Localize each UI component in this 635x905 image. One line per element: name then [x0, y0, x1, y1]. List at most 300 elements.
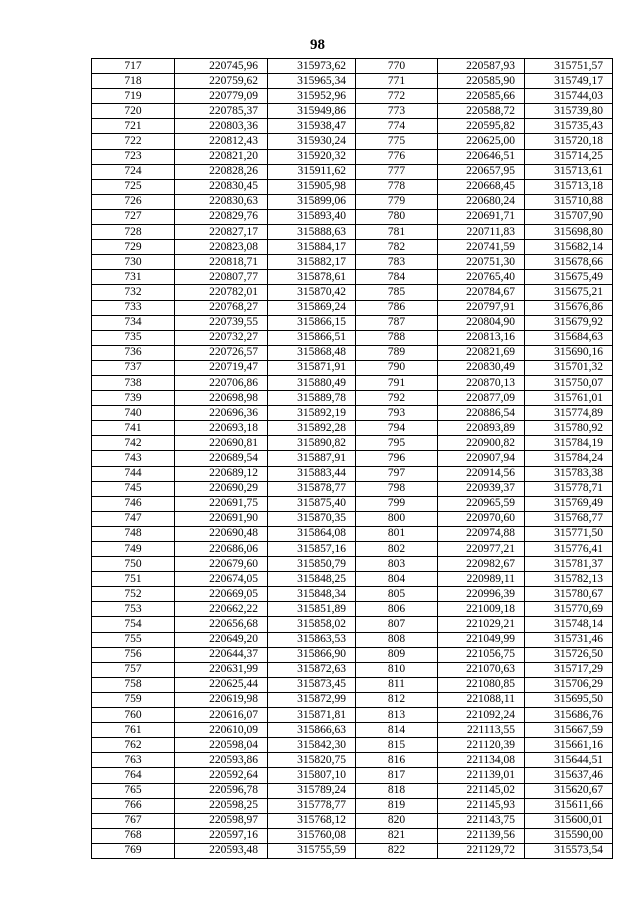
- y-coordinate-cell: 315866,15: [268, 315, 356, 330]
- table-row: [92, 783, 613, 798]
- point-number-cell: 776: [356, 149, 438, 164]
- x-coordinate-cell: 220813,16: [438, 330, 525, 345]
- point-number-cell: 774: [356, 119, 438, 134]
- x-coordinate-cell: 220693,18: [175, 421, 268, 436]
- point-number-cell: 749: [92, 542, 175, 557]
- x-coordinate-cell: 220657,95: [438, 164, 525, 179]
- x-coordinate-cell: 220827,17: [175, 225, 268, 240]
- x-coordinate-cell: 220970,60: [438, 511, 525, 526]
- y-coordinate-cell: 315899,06: [268, 194, 356, 209]
- y-coordinate-cell: 315676,86: [525, 300, 613, 315]
- y-coordinate-cell: 315965,34: [268, 74, 356, 89]
- x-coordinate-cell: 220732,27: [175, 330, 268, 345]
- point-number-cell: 723: [92, 149, 175, 164]
- x-coordinate-cell: 221143,75: [438, 813, 525, 828]
- point-number-cell: 754: [92, 617, 175, 632]
- point-number-cell: 799: [356, 496, 438, 511]
- table-row: [92, 677, 613, 692]
- point-number-cell: 807: [356, 617, 438, 632]
- table-row: [92, 511, 613, 526]
- table-row: [92, 225, 613, 240]
- y-coordinate-cell: 315644,51: [525, 753, 613, 768]
- point-number-cell: 763: [92, 753, 175, 768]
- point-number-cell: 789: [356, 345, 438, 360]
- y-coordinate-cell: 315851,89: [268, 602, 356, 617]
- table-row: [92, 466, 613, 481]
- x-coordinate-cell: 220977,21: [438, 542, 525, 557]
- x-coordinate-cell: 221080,85: [438, 677, 525, 692]
- y-coordinate-cell: 315713,61: [525, 164, 613, 179]
- x-coordinate-cell: 220668,45: [438, 179, 525, 194]
- x-coordinate-cell: 220974,88: [438, 526, 525, 541]
- table-row: [92, 542, 613, 557]
- point-number-cell: 812: [356, 692, 438, 707]
- table-row: [92, 315, 613, 330]
- point-number-cell: 746: [92, 496, 175, 511]
- table-row: [92, 406, 613, 421]
- coordinates-table-body: [92, 59, 613, 859]
- y-coordinate-cell: 315784,19: [525, 436, 613, 451]
- x-coordinate-cell: 220759,62: [175, 74, 268, 89]
- x-coordinate-cell: 220828,26: [175, 164, 268, 179]
- point-number-cell: 821: [356, 828, 438, 843]
- table-row: [92, 451, 613, 466]
- point-number-cell: 736: [92, 345, 175, 360]
- point-number-cell: 728: [92, 225, 175, 240]
- point-number-cell: 780: [356, 209, 438, 224]
- x-coordinate-cell: 220886,54: [438, 406, 525, 421]
- table-row: [92, 753, 613, 768]
- point-number-cell: 773: [356, 104, 438, 119]
- x-coordinate-cell: 221129,72: [438, 843, 525, 858]
- y-coordinate-cell: 315675,21: [525, 285, 613, 300]
- x-coordinate-cell: 221029,21: [438, 617, 525, 632]
- y-coordinate-cell: 315930,24: [268, 134, 356, 149]
- y-coordinate-cell: 315866,63: [268, 723, 356, 738]
- x-coordinate-cell: 221139,01: [438, 768, 525, 783]
- x-coordinate-cell: 220691,90: [175, 511, 268, 526]
- table-row: [92, 240, 613, 255]
- table-row: [92, 647, 613, 662]
- x-coordinate-cell: 220870,13: [438, 375, 525, 390]
- point-number-cell: 779: [356, 194, 438, 209]
- point-number-cell: 797: [356, 466, 438, 481]
- point-number-cell: 805: [356, 587, 438, 602]
- y-coordinate-cell: 315710,88: [525, 194, 613, 209]
- table-row: [92, 104, 613, 119]
- point-number-cell: 765: [92, 783, 175, 798]
- y-coordinate-cell: 315776,41: [525, 542, 613, 557]
- y-coordinate-cell: 315661,16: [525, 738, 613, 753]
- point-number-cell: 744: [92, 466, 175, 481]
- y-coordinate-cell: 315890,82: [268, 436, 356, 451]
- point-number-cell: 751: [92, 572, 175, 587]
- point-number-cell: 818: [356, 783, 438, 798]
- y-coordinate-cell: 315744,03: [525, 89, 613, 104]
- table-row: [92, 300, 613, 315]
- point-number-cell: 810: [356, 662, 438, 677]
- table-row: [92, 164, 613, 179]
- y-coordinate-cell: 315761,01: [525, 391, 613, 406]
- x-coordinate-cell: 220900,82: [438, 436, 525, 451]
- point-number-cell: 755: [92, 632, 175, 647]
- point-number-cell: 760: [92, 708, 175, 723]
- y-coordinate-cell: 315889,78: [268, 391, 356, 406]
- table-row: [92, 828, 613, 843]
- y-coordinate-cell: 315686,76: [525, 708, 613, 723]
- point-number-cell: 757: [92, 662, 175, 677]
- x-coordinate-cell: 220829,76: [175, 209, 268, 224]
- x-coordinate-cell: 220830,63: [175, 194, 268, 209]
- table-row: [92, 587, 613, 602]
- point-number-cell: 726: [92, 194, 175, 209]
- x-coordinate-cell: 220830,45: [175, 179, 268, 194]
- table-row: [92, 391, 613, 406]
- y-coordinate-cell: 315600,01: [525, 813, 613, 828]
- table-row: [92, 692, 613, 707]
- y-coordinate-cell: 315848,34: [268, 587, 356, 602]
- y-coordinate-cell: 315848,25: [268, 572, 356, 587]
- x-coordinate-cell: 221056,75: [438, 647, 525, 662]
- page-number: 98: [310, 37, 325, 53]
- x-coordinate-cell: 220690,48: [175, 526, 268, 541]
- point-number-cell: 775: [356, 134, 438, 149]
- x-coordinate-cell: 220595,82: [438, 119, 525, 134]
- x-coordinate-cell: 220745,96: [175, 59, 268, 74]
- y-coordinate-cell: 315871,81: [268, 708, 356, 723]
- y-coordinate-cell: 315698,80: [525, 225, 613, 240]
- x-coordinate-cell: 220706,86: [175, 375, 268, 390]
- y-coordinate-cell: 315707,90: [525, 209, 613, 224]
- table-row: [92, 632, 613, 647]
- y-coordinate-cell: 315973,62: [268, 59, 356, 74]
- point-number-cell: 783: [356, 255, 438, 270]
- y-coordinate-cell: 315682,14: [525, 240, 613, 255]
- point-number-cell: 739: [92, 391, 175, 406]
- x-coordinate-cell: 220598,25: [175, 798, 268, 813]
- x-coordinate-cell: 220593,48: [175, 843, 268, 858]
- x-coordinate-cell: 220797,91: [438, 300, 525, 315]
- table-row: [92, 89, 613, 104]
- x-coordinate-cell: 220679,60: [175, 557, 268, 572]
- table-row: [92, 285, 613, 300]
- y-coordinate-cell: 315871,91: [268, 360, 356, 375]
- point-number-cell: 722: [92, 134, 175, 149]
- x-coordinate-cell: 220785,37: [175, 104, 268, 119]
- x-coordinate-cell: 220597,16: [175, 828, 268, 843]
- y-coordinate-cell: 315590,00: [525, 828, 613, 843]
- y-coordinate-cell: 315781,37: [525, 557, 613, 572]
- x-coordinate-cell: 220656,68: [175, 617, 268, 632]
- y-coordinate-cell: 315748,14: [525, 617, 613, 632]
- point-number-cell: 813: [356, 708, 438, 723]
- x-coordinate-cell: 221134,08: [438, 753, 525, 768]
- x-coordinate-cell: 220818,71: [175, 255, 268, 270]
- point-number-cell: 786: [356, 300, 438, 315]
- y-coordinate-cell: 315679,92: [525, 315, 613, 330]
- point-number-cell: 721: [92, 119, 175, 134]
- table-row: [92, 270, 613, 285]
- x-coordinate-cell: 220619,98: [175, 692, 268, 707]
- point-number-cell: 758: [92, 677, 175, 692]
- table-row: [92, 134, 613, 149]
- x-coordinate-cell: 220989,11: [438, 572, 525, 587]
- point-number-cell: 803: [356, 557, 438, 572]
- point-number-cell: 808: [356, 632, 438, 647]
- x-coordinate-cell: 220598,97: [175, 813, 268, 828]
- x-coordinate-cell: 221009,18: [438, 602, 525, 617]
- x-coordinate-cell: 220592,64: [175, 768, 268, 783]
- point-number-cell: 785: [356, 285, 438, 300]
- y-coordinate-cell: 315952,96: [268, 89, 356, 104]
- x-coordinate-cell: 220741,59: [438, 240, 525, 255]
- point-number-cell: 766: [92, 798, 175, 813]
- point-number-cell: 778: [356, 179, 438, 194]
- y-coordinate-cell: 315770,69: [525, 602, 613, 617]
- point-number-cell: 737: [92, 360, 175, 375]
- y-coordinate-cell: 315842,30: [268, 738, 356, 753]
- point-number-cell: 735: [92, 330, 175, 345]
- x-coordinate-cell: 220965,59: [438, 496, 525, 511]
- x-coordinate-cell: 220982,67: [438, 557, 525, 572]
- table-row: [92, 255, 613, 270]
- y-coordinate-cell: 315726,50: [525, 647, 613, 662]
- x-coordinate-cell: 221070,63: [438, 662, 525, 677]
- y-coordinate-cell: 315714,25: [525, 149, 613, 164]
- x-coordinate-cell: 220674,05: [175, 572, 268, 587]
- point-number-cell: 796: [356, 451, 438, 466]
- point-number-cell: 730: [92, 255, 175, 270]
- y-coordinate-cell: 315949,86: [268, 104, 356, 119]
- point-number-cell: 717: [92, 59, 175, 74]
- point-number-cell: 768: [92, 828, 175, 843]
- point-number-cell: 790: [356, 360, 438, 375]
- y-coordinate-cell: 315774,89: [525, 406, 613, 421]
- point-number-cell: 767: [92, 813, 175, 828]
- point-number-cell: 787: [356, 315, 438, 330]
- table-row: [92, 345, 613, 360]
- y-coordinate-cell: 315751,57: [525, 59, 613, 74]
- table-row: [92, 74, 613, 89]
- point-number-cell: 801: [356, 526, 438, 541]
- point-number-cell: 804: [356, 572, 438, 587]
- x-coordinate-cell: 220596,78: [175, 783, 268, 798]
- table-row: [92, 723, 613, 738]
- y-coordinate-cell: 315864,08: [268, 526, 356, 541]
- y-coordinate-cell: 315870,35: [268, 511, 356, 526]
- y-coordinate-cell: 315893,40: [268, 209, 356, 224]
- x-coordinate-cell: 220585,90: [438, 74, 525, 89]
- x-coordinate-cell: 220631,99: [175, 662, 268, 677]
- y-coordinate-cell: 315887,91: [268, 451, 356, 466]
- y-coordinate-cell: 315780,92: [525, 421, 613, 436]
- y-coordinate-cell: 315850,79: [268, 557, 356, 572]
- y-coordinate-cell: 315782,13: [525, 572, 613, 587]
- table-row: [92, 59, 613, 74]
- table-row: [92, 194, 613, 209]
- x-coordinate-cell: 220680,24: [438, 194, 525, 209]
- y-coordinate-cell: 315684,63: [525, 330, 613, 345]
- table-row: [92, 526, 613, 541]
- y-coordinate-cell: 315780,67: [525, 587, 613, 602]
- x-coordinate-cell: 220689,12: [175, 466, 268, 481]
- x-coordinate-cell: 220587,93: [438, 59, 525, 74]
- point-number-cell: 784: [356, 270, 438, 285]
- y-coordinate-cell: 315878,61: [268, 270, 356, 285]
- x-coordinate-cell: 220644,37: [175, 647, 268, 662]
- point-number-cell: 811: [356, 677, 438, 692]
- x-coordinate-cell: 221113,55: [438, 723, 525, 738]
- y-coordinate-cell: 315911,62: [268, 164, 356, 179]
- point-number-cell: 731: [92, 270, 175, 285]
- table-row: [92, 149, 613, 164]
- table-row: [92, 360, 613, 375]
- point-number-cell: 819: [356, 798, 438, 813]
- point-number-cell: 769: [92, 843, 175, 858]
- point-number-cell: 791: [356, 375, 438, 390]
- x-coordinate-cell: 220784,67: [438, 285, 525, 300]
- y-coordinate-cell: 315820,75: [268, 753, 356, 768]
- y-coordinate-cell: 315882,17: [268, 255, 356, 270]
- y-coordinate-cell: 315858,02: [268, 617, 356, 632]
- x-coordinate-cell: 220821,20: [175, 149, 268, 164]
- x-coordinate-cell: 220690,81: [175, 436, 268, 451]
- x-coordinate-cell: 221088,11: [438, 692, 525, 707]
- y-coordinate-cell: 315866,90: [268, 647, 356, 662]
- table-row: [92, 209, 613, 224]
- y-coordinate-cell: 315611,66: [525, 798, 613, 813]
- x-coordinate-cell: 220691,75: [175, 496, 268, 511]
- y-coordinate-cell: 315760,08: [268, 828, 356, 843]
- table-row: [92, 375, 613, 390]
- point-number-cell: 732: [92, 285, 175, 300]
- table-row: [92, 617, 613, 632]
- table-row: [92, 738, 613, 753]
- y-coordinate-cell: 315873,45: [268, 677, 356, 692]
- x-coordinate-cell: 220691,71: [438, 209, 525, 224]
- x-coordinate-cell: 220782,01: [175, 285, 268, 300]
- point-number-cell: 725: [92, 179, 175, 194]
- x-coordinate-cell: 221120,39: [438, 738, 525, 753]
- point-number-cell: 738: [92, 375, 175, 390]
- point-number-cell: 753: [92, 602, 175, 617]
- y-coordinate-cell: 315620,67: [525, 783, 613, 798]
- coordinates-table: [91, 58, 613, 859]
- x-coordinate-cell: 220625,44: [175, 677, 268, 692]
- x-coordinate-cell: 220711,83: [438, 225, 525, 240]
- x-coordinate-cell: 220585,66: [438, 89, 525, 104]
- point-number-cell: 814: [356, 723, 438, 738]
- x-coordinate-cell: 220669,05: [175, 587, 268, 602]
- y-coordinate-cell: 315720,18: [525, 134, 613, 149]
- x-coordinate-cell: 220768,27: [175, 300, 268, 315]
- x-coordinate-cell: 220823,08: [175, 240, 268, 255]
- x-coordinate-cell: 221145,02: [438, 783, 525, 798]
- point-number-cell: 752: [92, 587, 175, 602]
- y-coordinate-cell: 315755,59: [268, 843, 356, 858]
- x-coordinate-cell: 220662,22: [175, 602, 268, 617]
- point-number-cell: 729: [92, 240, 175, 255]
- y-coordinate-cell: 315875,40: [268, 496, 356, 511]
- y-coordinate-cell: 315690,16: [525, 345, 613, 360]
- point-number-cell: 748: [92, 526, 175, 541]
- table-row: [92, 813, 613, 828]
- table-row: [92, 708, 613, 723]
- y-coordinate-cell: 315888,63: [268, 225, 356, 240]
- point-number-cell: 809: [356, 647, 438, 662]
- y-coordinate-cell: 315870,42: [268, 285, 356, 300]
- y-coordinate-cell: 315749,17: [525, 74, 613, 89]
- x-coordinate-cell: 220907,94: [438, 451, 525, 466]
- x-coordinate-cell: 220877,09: [438, 391, 525, 406]
- y-coordinate-cell: 315735,43: [525, 119, 613, 134]
- y-coordinate-cell: 315771,50: [525, 526, 613, 541]
- point-number-cell: 759: [92, 692, 175, 707]
- point-number-cell: 806: [356, 602, 438, 617]
- point-number-cell: 772: [356, 89, 438, 104]
- y-coordinate-cell: 315667,59: [525, 723, 613, 738]
- point-number-cell: 793: [356, 406, 438, 421]
- y-coordinate-cell: 315768,12: [268, 813, 356, 828]
- table-row: [92, 843, 613, 858]
- x-coordinate-cell: 220690,29: [175, 481, 268, 496]
- y-coordinate-cell: 315731,46: [525, 632, 613, 647]
- point-number-cell: 756: [92, 647, 175, 662]
- x-coordinate-cell: 220616,07: [175, 708, 268, 723]
- x-coordinate-cell: 220698,98: [175, 391, 268, 406]
- y-coordinate-cell: 315783,38: [525, 466, 613, 481]
- y-coordinate-cell: 315769,49: [525, 496, 613, 511]
- y-coordinate-cell: 315739,80: [525, 104, 613, 119]
- point-number-cell: 781: [356, 225, 438, 240]
- y-coordinate-cell: 315869,24: [268, 300, 356, 315]
- table-row: [92, 179, 613, 194]
- y-coordinate-cell: 315807,10: [268, 768, 356, 783]
- y-coordinate-cell: 315905,98: [268, 179, 356, 194]
- point-number-cell: 743: [92, 451, 175, 466]
- point-number-cell: 788: [356, 330, 438, 345]
- point-number-cell: 771: [356, 74, 438, 89]
- table-row: [92, 602, 613, 617]
- y-coordinate-cell: 315778,77: [268, 798, 356, 813]
- y-coordinate-cell: 315866,51: [268, 330, 356, 345]
- table-row: [92, 798, 613, 813]
- x-coordinate-cell: 220812,43: [175, 134, 268, 149]
- y-coordinate-cell: 315868,48: [268, 345, 356, 360]
- y-coordinate-cell: 315637,46: [525, 768, 613, 783]
- y-coordinate-cell: 315857,16: [268, 542, 356, 557]
- y-coordinate-cell: 315883,44: [268, 466, 356, 481]
- x-coordinate-cell: 220646,51: [438, 149, 525, 164]
- point-number-cell: 747: [92, 511, 175, 526]
- table-row: [92, 330, 613, 345]
- point-number-cell: 815: [356, 738, 438, 753]
- y-coordinate-cell: 315789,24: [268, 783, 356, 798]
- y-coordinate-cell: 315701,32: [525, 360, 613, 375]
- y-coordinate-cell: 315863,53: [268, 632, 356, 647]
- y-coordinate-cell: 315695,50: [525, 692, 613, 707]
- x-coordinate-cell: 220593,86: [175, 753, 268, 768]
- table-row: [92, 436, 613, 451]
- y-coordinate-cell: 315784,24: [525, 451, 613, 466]
- x-coordinate-cell: 220726,57: [175, 345, 268, 360]
- point-number-cell: 817: [356, 768, 438, 783]
- x-coordinate-cell: 220996,39: [438, 587, 525, 602]
- point-number-cell: 720: [92, 104, 175, 119]
- y-coordinate-cell: 315706,29: [525, 677, 613, 692]
- x-coordinate-cell: 220686,06: [175, 542, 268, 557]
- x-coordinate-cell: 220649,20: [175, 632, 268, 647]
